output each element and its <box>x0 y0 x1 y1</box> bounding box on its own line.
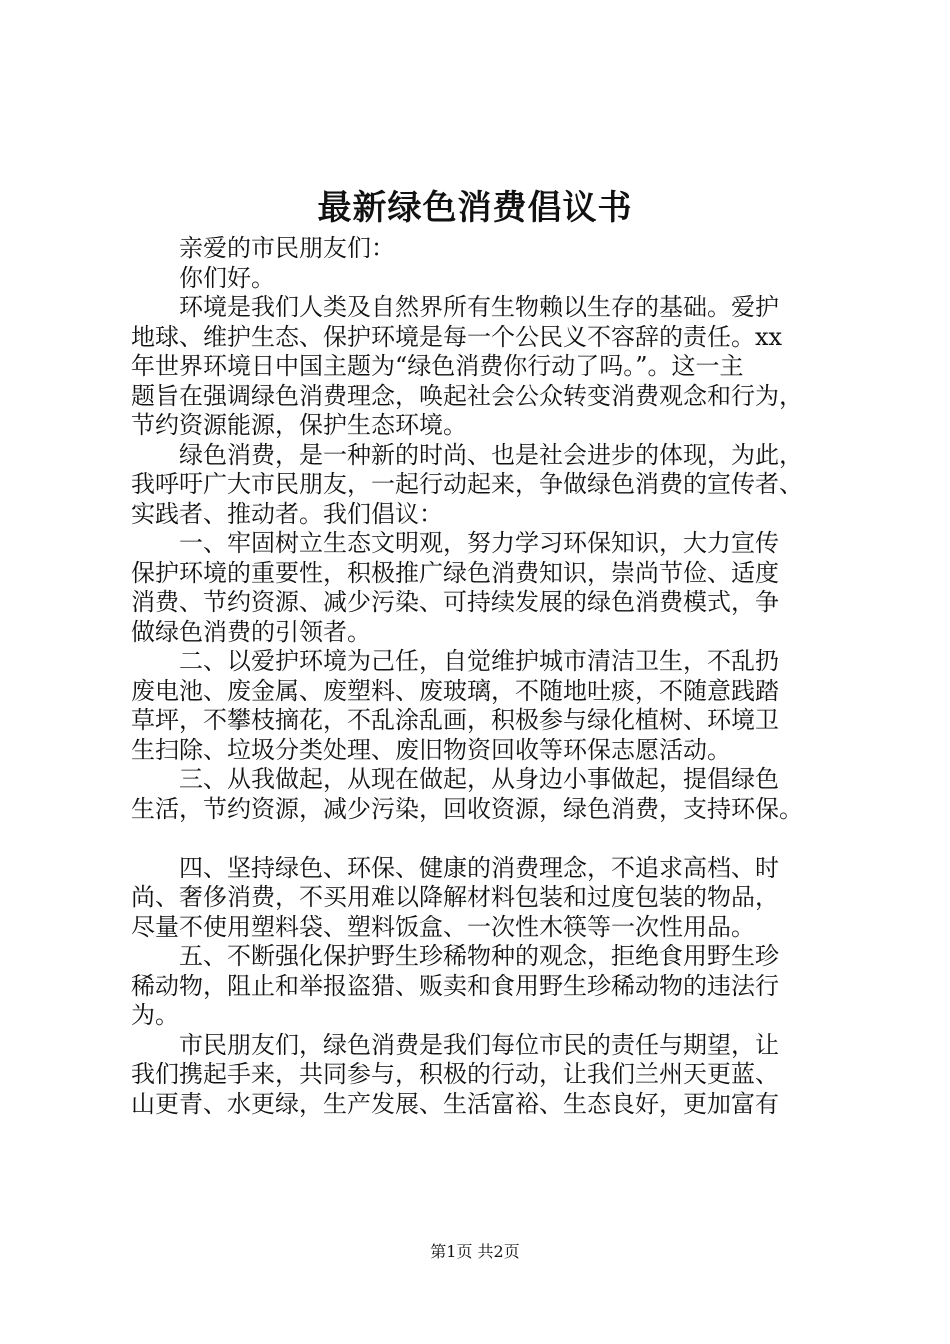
text-line: 绿色消费，是一种新的时尚、也是社会进步的体现，为此， <box>131 440 803 469</box>
text-line: 四、坚持绿色、环保、健康的消费理念，不追求高档、时 <box>131 853 779 882</box>
text-line: 三、从我做起，从现在做起，从身边小事做起，提倡绿色 <box>131 765 779 793</box>
text-line: 二、以爱护环境为己任，自觉维护城市清洁卫生，不乱扔 <box>131 647 779 675</box>
text-line: 废电池、废金属、废塑料、废玻璃，不随地吐痰，不随意践踏 <box>131 676 779 705</box>
text-line: 稀动物，阻止和举报盗猎、贩卖和食用野生珍稀动物的违法行 <box>131 971 779 1000</box>
text-line: 生活，节约资源，减少污染，回收资源，绿色消费，支持环保。 <box>131 794 803 823</box>
text-line: 实践者、推动者。我们倡议： <box>131 499 443 528</box>
text-line: 市民朋友们，绿色消费是我们每位市民的责任与期望，让 <box>131 1030 779 1059</box>
text-line: 为。 <box>131 1001 179 1029</box>
text-line: 地球、维护生态、保护环境是每一个公民义不容辞的责任。xx <box>131 322 783 351</box>
text-line: 我呼吁广大市民朋友，一起行动起来，争做绿色消费的宣传者、 <box>131 470 803 498</box>
blank-line <box>131 824 831 854</box>
text-line: 五、不断强化保护野生珍稀物种的观念，拒绝食用野生珍 <box>131 942 779 970</box>
text-line: 题旨在强调绿色消费理念，唤起社会公众转变消费观念和行为， <box>131 381 803 410</box>
text-line: 节约资源能源，保护生态环境。 <box>131 411 467 439</box>
text-line: 年世界环境日中国主题为“绿色消费你行动了吗。”。这一主 <box>131 352 744 380</box>
text-line: 保护环境的重要性，积极推广绿色消费知识，崇尚节俭、适度 <box>131 558 779 587</box>
text-line: 我们携起手来，共同参与，积极的行动，让我们兰州天更蓝、 <box>131 1060 779 1088</box>
text-line: 山更青、水更绿，生产发展、生活富裕、生态良好，更加富有 <box>131 1089 779 1118</box>
page-footer: 第1页 共2页 <box>430 1242 520 1261</box>
text-line: 一、牢固树立生态文明观，努力学习环保知识，大力宣传 <box>131 529 779 557</box>
text-line: 草坪，不攀枝摘花，不乱涂乱画，积极参与绿化植树、环境卫 <box>131 706 779 734</box>
text-line: 做绿色消费的引领者。 <box>131 617 371 646</box>
text-line: 尚、奢侈消费，不买用难以降解材料包装和过度包装的物品， <box>131 883 779 911</box>
text-line: 环境是我们人类及自然界所有生物赖以生存的基础。爱护 <box>131 293 779 321</box>
text-line: 你们好。 <box>131 263 275 292</box>
document-body <box>131 234 831 1119</box>
document-title: 最新绿色消费倡议书 <box>317 188 633 228</box>
text-line: 尽量不使用塑料袋、塑料饭盒、一次性木筷等一次性用品。 <box>131 912 755 941</box>
text-line: 亲爱的市民朋友们： <box>131 234 395 262</box>
text-line: 消费、节约资源、减少污染、可持续发展的绿色消费模式，争 <box>131 588 779 616</box>
text-line: 生扫除、垃圾分类处理、废旧物资回收等环保志愿活动。 <box>131 735 731 764</box>
